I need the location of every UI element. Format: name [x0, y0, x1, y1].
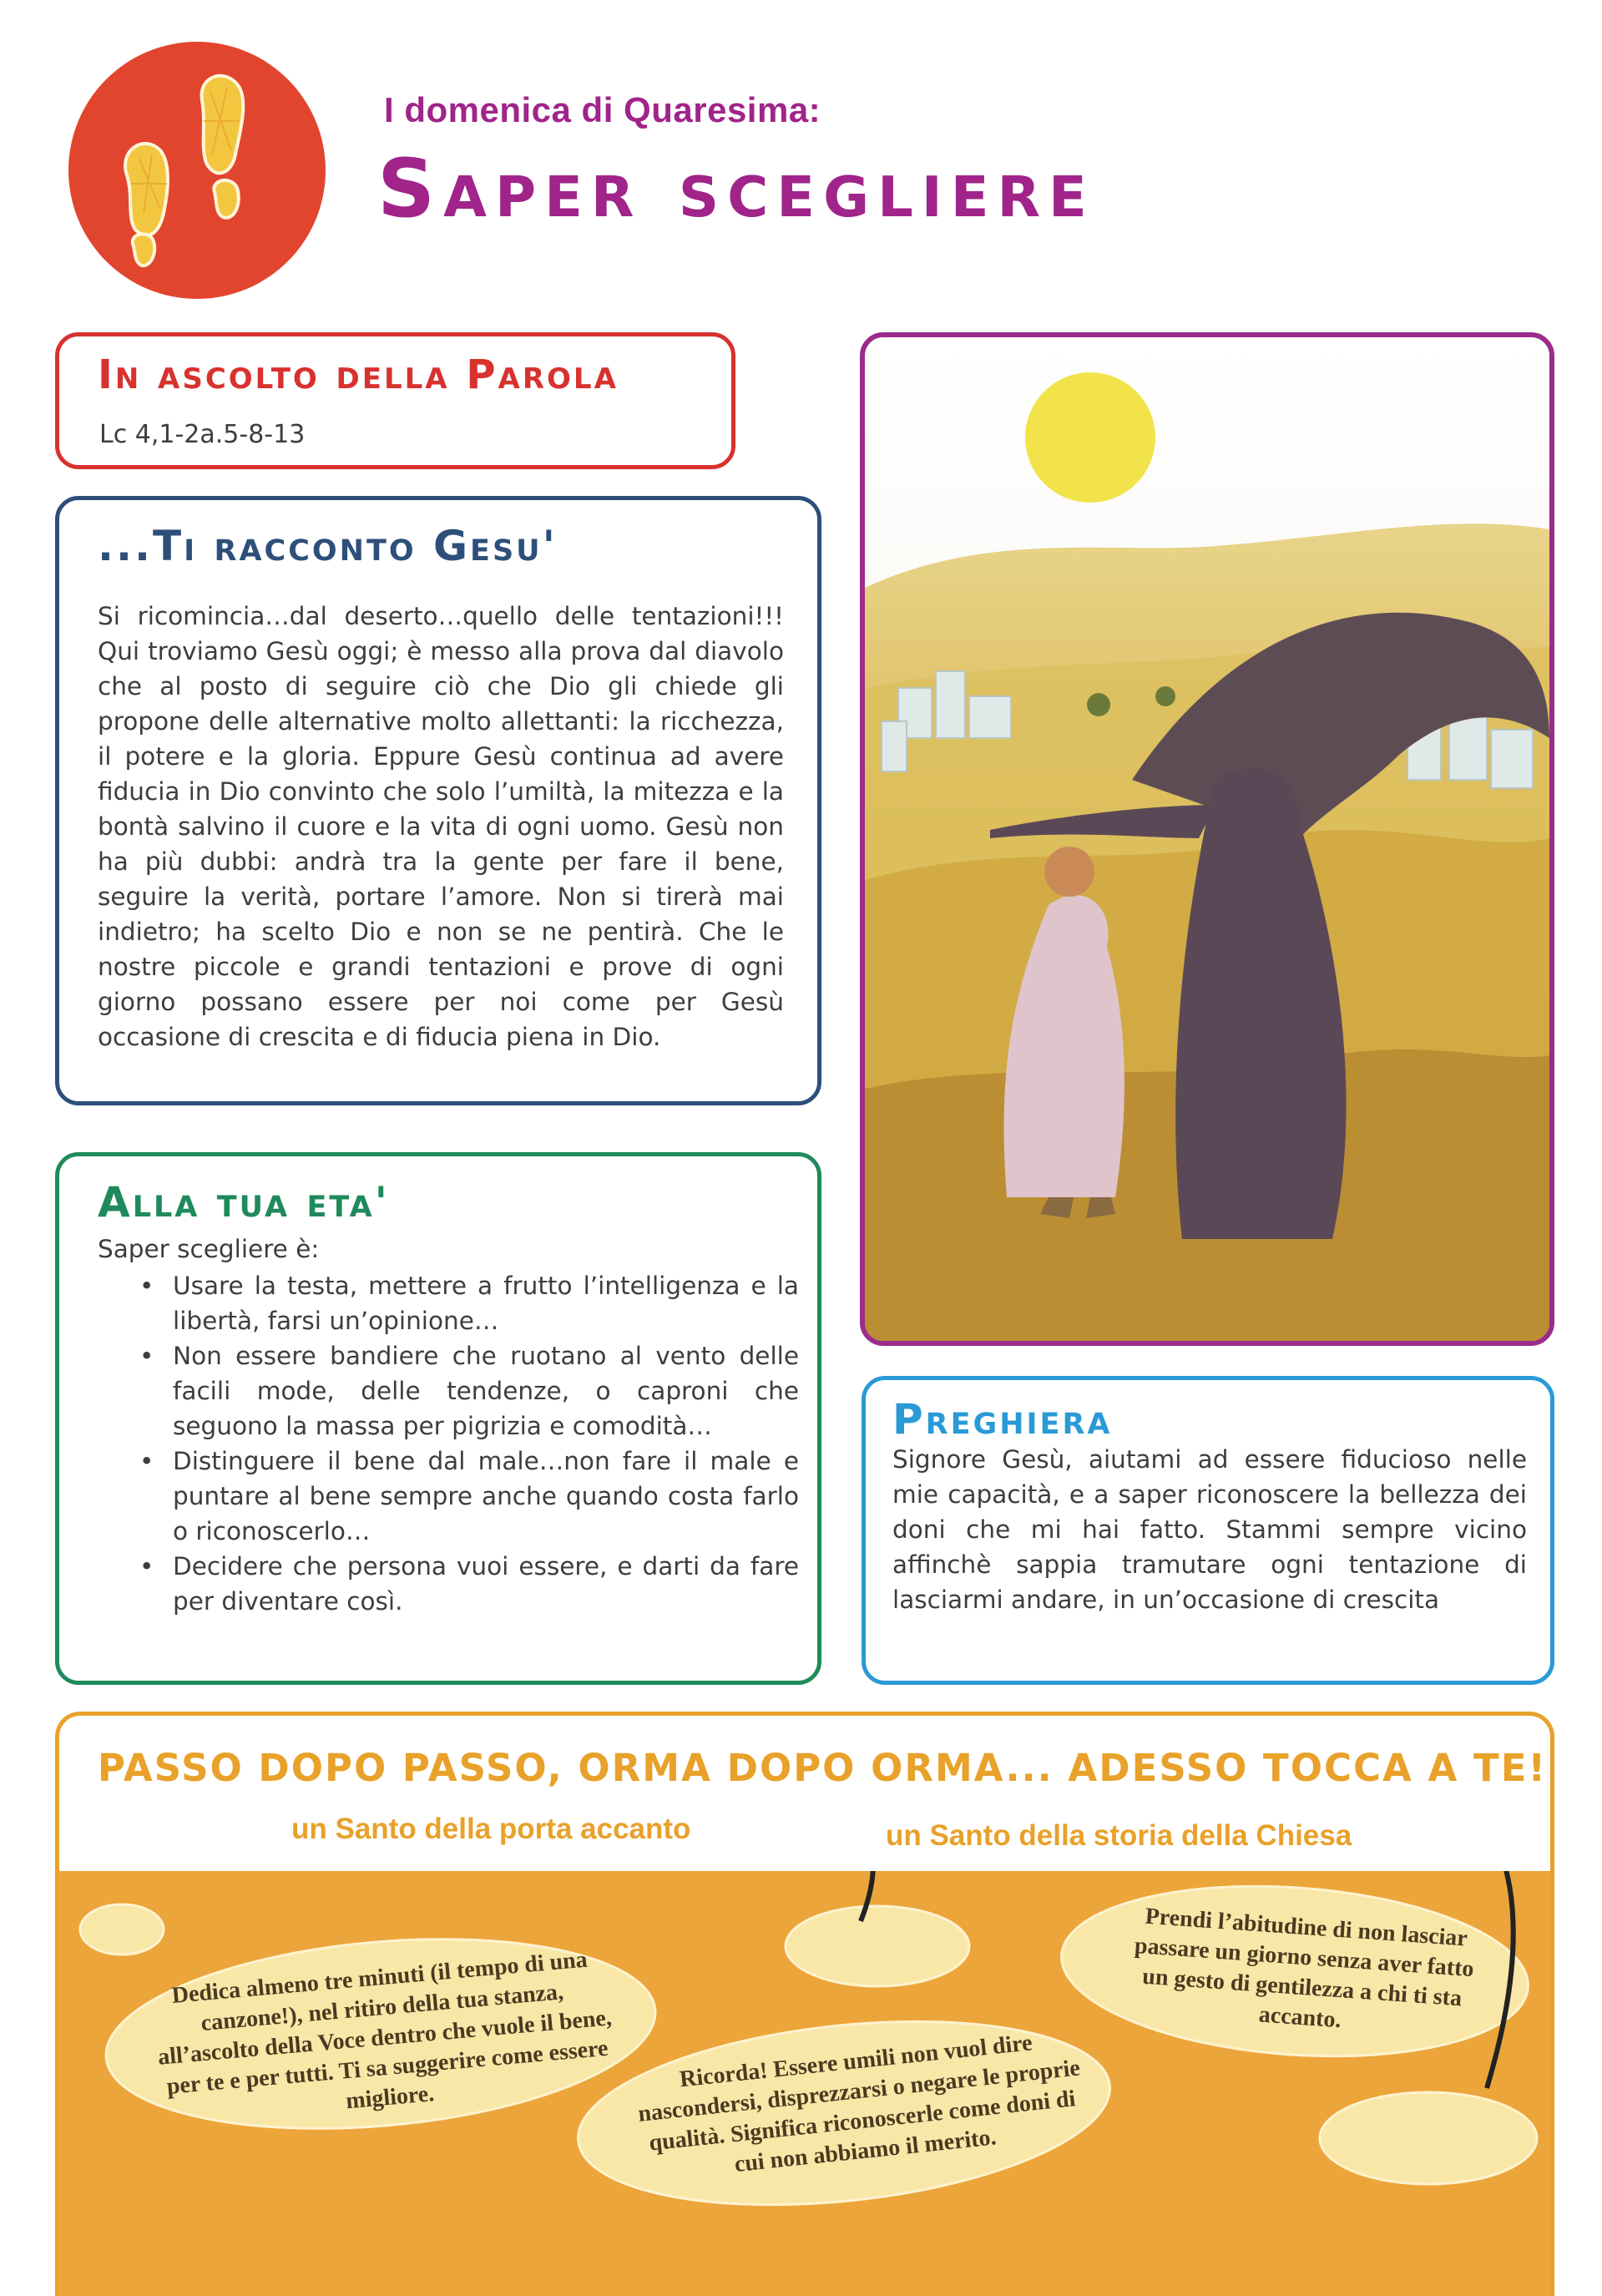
footprint-shape — [786, 1906, 969, 1986]
footprint-shape — [80, 1904, 164, 1955]
santo-storia-label: un Santo della storia della Chiesa — [886, 1819, 1352, 1852]
eta-box — [55, 1152, 821, 1685]
list-item: • Usare la testa, mettere a frutto l’intelligenza e la libertà, farsi un’opinione… — [98, 1268, 799, 1338]
eta-title: Alla tua eta' — [98, 1178, 390, 1226]
footprint-text-2: Ricorda! Essere umili non vuol dire nascondersi, disprezzarsi o negare le proprie qualità. Significa riconoscerle come doni di cui non abbiamo il merito. — [636, 2030, 1082, 2178]
footprint-shape — [1320, 2092, 1537, 2184]
footprint-text-1: Dedica almeno tre minuti (il tempo di una canzone!), nel ritiro della tua stanza, all’ascolto della Voce dentro che vuole il bene, per te e per tutti. Ti sa suggerire come essere migliore. — [156, 1946, 613, 2115]
footprints-band — [59, 1871, 1554, 2296]
racconto-text: Si ricomincia…dal deserto…quello delle tentazioni!!! Qui troviamo Gesù oggi; è messo alla prova dal diavolo che al posto di seguire ciò che Dio gli chiede gli propone delle alternative molto allettanti: la ricchezza, il potere e la gloria. Eppure Gesù continua ad avere fiducia in Dio convinto che solo l’umiltà, la mitezza e la bontà salvino il cuore e la vita di ogni uomo. Gesù non ha più dubbi: andrà tra la gente per fare il bene, seguire la verità, portare l’amore. Non si tirerà mai indietro; ha scelto Dio e non se ne pentirà. Che le nostre piccole e grandi tentazioni e prove di ogni giorno possano essere per noi come per Gesù occasione di crescita e di fiducia piena in Dio. — [98, 602, 784, 1051]
subtitle: I domenica di Quaresima: — [384, 90, 821, 129]
ascolto-box — [55, 332, 735, 469]
santo-porta-label: un Santo della porta accanto — [291, 1813, 691, 1845]
temptation-illustration — [865, 337, 1549, 1341]
scripture-reference: Lc 4,1-2a.5-8-13 — [99, 420, 306, 449]
preghiera-box — [862, 1376, 1554, 1685]
list-item: • Decidere che persona vuoi essere, e darti da fare per diventare così. — [98, 1549, 799, 1619]
passo-box — [55, 1712, 1554, 2296]
eta-list — [98, 1268, 799, 1619]
racconto-box — [55, 496, 821, 1105]
list-item: • Non essere bandiere che ruotano al vento delle facili mode, delle tendenze, o caproni che seguono la massa per pigrizia e comodità… — [98, 1338, 799, 1444]
footprints-logo — [68, 42, 326, 299]
sun-icon — [1025, 372, 1155, 503]
list-item: • Distinguere il bene dal male…non fare il male e puntare al bene sempre anche quando costa farlo o riconoscerlo… — [98, 1444, 799, 1549]
eta-intro: Saper scegliere è: — [98, 1235, 320, 1263]
ascolto-title: In ascolto della Parola — [98, 351, 619, 398]
preghiera-text: Signore Gesù, aiutami ad essere fiducioso nelle mie capacità, e a saper riconoscere la bellezza dei doni che mi hai fatto. Stammi sempre vicino affinchè sappia tramutare ogni tentazione di lasciarmi andare, in un’occasione di crescita — [892, 1445, 1527, 1614]
footprint-text-3: Prendi l’abitudine di non lasciar passare un giorno senza aver fatto un gesto di gentilezza a chi ti sta accanto. — [1134, 1903, 1475, 2034]
page-title: Saper scegliere — [377, 142, 1095, 235]
passo-title: PASSO DOPO PASSO, ORMA DOPO ORMA... ADESSO TOCCA A TE! — [98, 1746, 1547, 1790]
preghiera-title: Preghiera — [892, 1395, 1113, 1444]
illustration-box — [860, 332, 1554, 1346]
racconto-title: ...Ti racconto Gesu' — [98, 522, 558, 570]
